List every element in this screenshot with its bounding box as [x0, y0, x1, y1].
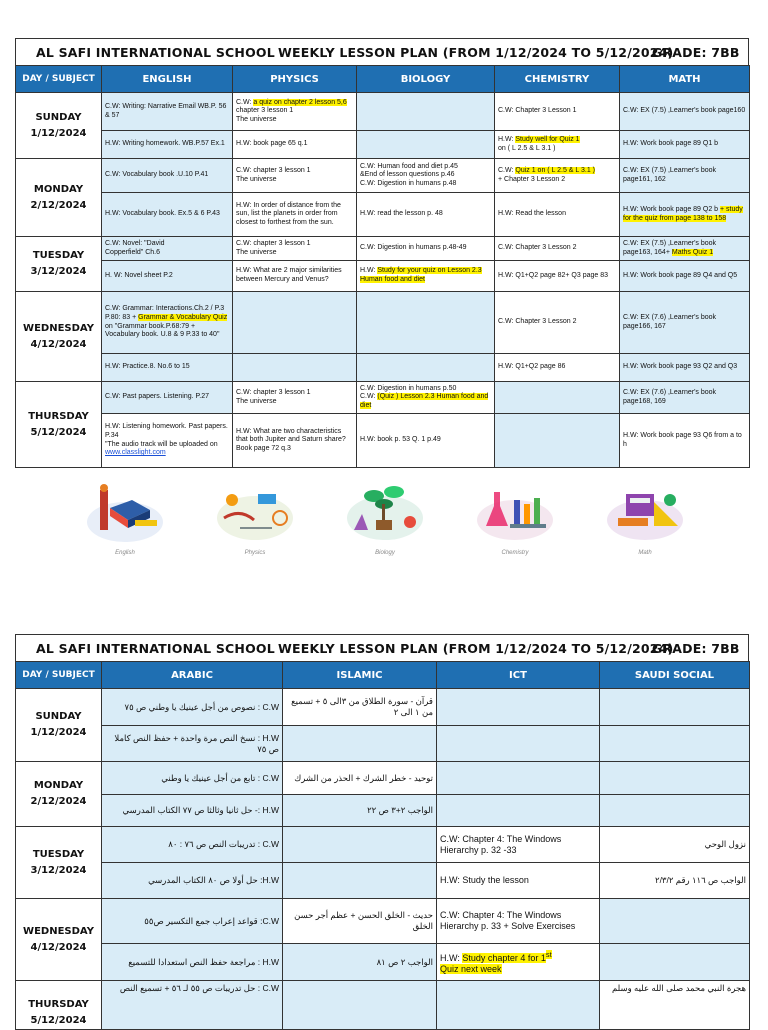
- cell-islamic: [283, 863, 437, 899]
- classlight-link[interactable]: www.classlight.com: [105, 449, 166, 457]
- header-biology: BIOLOGY: [357, 66, 495, 93]
- cell-biology: [357, 292, 495, 354]
- table-row: [16, 981, 750, 1030]
- cell-islamic: [283, 981, 437, 1030]
- header-chemistry: CHEMISTRY: [495, 66, 620, 93]
- cell-physics: [233, 292, 357, 354]
- cell-social: الواجب ص ١١٦ رقم ٢/٣/٢: [600, 863, 750, 899]
- cell-math: C.W: EX (7.5) ,Learner's book page160: [620, 93, 750, 131]
- cell-chemistry: H.W: Study well for Quiz 1 on ( L 2.5 & L 3.1 ): [495, 131, 620, 159]
- table-row: [16, 899, 750, 944]
- cell-english: H.W: Listening homework. Past papers. P.34 "The audio track will be uploaded on www.classlight.com: [102, 414, 233, 468]
- cell-chemistry: C.W: Chapter 3 Lesson 2: [495, 292, 620, 354]
- day-cell-tuesday: TUESDAY 3/12/2024: [16, 827, 102, 899]
- header-english: ENGLISH: [102, 66, 233, 93]
- cell-biology: H.W: read the lesson p. 48: [357, 193, 495, 237]
- cell-physics: H.W: What are 2 major similarities between Mercury and Venus?: [233, 261, 357, 292]
- cell-ict: H.W: Study chapter 4 for 1st Quiz next week: [437, 944, 600, 981]
- header-islamic: ISLAMIC: [283, 662, 437, 689]
- cell-social: نزول الوحي: [600, 827, 750, 863]
- cell-physics: H.W: In order of distance from the sun, list the planets in order from closest to forthest from the sun.: [233, 193, 357, 237]
- table-row: [16, 944, 750, 981]
- caption-math: Math: [638, 550, 652, 556]
- table-row: [16, 382, 750, 414]
- lesson-plan-page-1: [15, 38, 749, 468]
- math-tools-icon: [600, 478, 720, 558]
- cell-arabic: C.W : تابع من أجل عينيك يا وطني: [102, 762, 283, 795]
- cell-math: H.W: Work book page 89 Q2 b + study for the quiz from page 138 to 158: [620, 193, 750, 237]
- cell-math: C.W: EX (7.6) ,Learner's book page166, 167: [620, 292, 750, 354]
- day-cell-wednesday: WEDNESDAY 4/12/2024: [16, 899, 102, 981]
- cell-english: H.W: Writing homework. WB.P.57 Ex.1: [102, 131, 233, 159]
- table-row: [16, 726, 750, 762]
- table-header-row: [16, 662, 750, 689]
- physics-icon: [210, 478, 330, 558]
- grade-label: GRADE: 7BB: [652, 45, 740, 60]
- header-day-subject: DAY / SUBJECT: [16, 66, 102, 93]
- cell-social: [600, 795, 750, 827]
- cell-math: C.W: EX (7.5) ,Learner's book page161, 162: [620, 159, 750, 193]
- table-row: [16, 131, 750, 159]
- cell-biology: [357, 131, 495, 159]
- cell-islamic: قرآن - سورة الطلاق من ٣الى ٥ + تسميع من ١ الى ٢: [283, 689, 437, 726]
- cell-islamic: حديث - الخلق الحسن + عظم أجر حسن الخلق: [283, 899, 437, 944]
- cell-social: [600, 899, 750, 944]
- cell-arabic: H.W: حل أولا ص ٨٠ الكتاب المدرسي: [102, 863, 283, 899]
- cell-math: H.W: Work book page 89 Q4 and Q5: [620, 261, 750, 292]
- table-row: [16, 795, 750, 827]
- biology-plant-icon: [340, 478, 460, 558]
- cell-chemistry: H.W: Q1+Q2 page 82+ Q3 page 83: [495, 261, 620, 292]
- cell-ict: [437, 726, 600, 762]
- lesson-plan-table: [15, 65, 750, 468]
- english-books-icon: [80, 478, 200, 558]
- cell-biology: C.W: Human food and diet p.45 &End of lesson questions p.46 C.W: Digestion in humans p.48: [357, 159, 495, 193]
- cell-biology: H.W: Study for your quiz on Lesson 2.3 Human food and diet: [357, 261, 495, 292]
- table-row: [16, 159, 750, 193]
- caption-english: English: [115, 550, 135, 556]
- plan-title-bar: [15, 38, 749, 65]
- cell-ict: H.W: Study the lesson: [437, 863, 600, 899]
- cell-islamic: [283, 726, 437, 762]
- cell-physics: [233, 354, 357, 382]
- cell-ict: [437, 795, 600, 827]
- table-header-row: [16, 66, 750, 93]
- cell-english: C.W: Novel: "David Copperfield" Ch.6: [102, 237, 233, 261]
- table-row: [16, 762, 750, 795]
- cell-social: [600, 689, 750, 726]
- cell-social: هجرة النبي محمد صلى الله عليه وسلم: [600, 981, 750, 1030]
- table-row: [16, 414, 750, 468]
- header-arabic: ARABIC: [102, 662, 283, 689]
- cell-chemistry: [495, 382, 620, 414]
- day-cell-monday: MONDAY 2/12/2024: [16, 762, 102, 827]
- day-cell-thursday: THURSDAY 5/12/2024: [16, 981, 102, 1030]
- cell-social: [600, 726, 750, 762]
- table-row: [16, 863, 750, 899]
- cell-chemistry: C.W: Quiz 1 on ( L 2.5 & L 3.1 ) + Chapter 3 Lesson 2: [495, 159, 620, 193]
- chemistry-flasks-icon: [470, 478, 590, 558]
- cell-islamic: توحيد - خطر الشرك + الحذر من الشرك: [283, 762, 437, 795]
- cell-islamic: الواجب ٢+٣ ص ٢٢: [283, 795, 437, 827]
- cell-ict: [437, 762, 600, 795]
- cell-math: H.W: Work book page 89 Q1 b: [620, 131, 750, 159]
- cell-english: H.W: Practice.8. No.6 to 15: [102, 354, 233, 382]
- day-cell-wednesday: WEDNESDAY 4/12/2024: [16, 292, 102, 382]
- cell-physics: H.W: book page 65 q.1: [233, 131, 357, 159]
- table-row: [16, 292, 750, 354]
- cell-chemistry: [495, 414, 620, 468]
- cell-social: [600, 944, 750, 981]
- header-saudi-social: SAUDI SOCIAL: [600, 662, 750, 689]
- cell-arabic: C.W: قواعد إعراب جمع التكسير ص٥٥: [102, 899, 283, 944]
- cell-arabic: C.W : حل تدريبات ص ٥٥ لـ ٥٦ + تسميع النص: [102, 981, 283, 1030]
- table-row: [16, 237, 750, 261]
- cell-islamic: [283, 827, 437, 863]
- cell-chemistry: H.W: Q1+Q2 page 86: [495, 354, 620, 382]
- plan-title: WEEKLY LESSON PLAN (FROM 1/12/2024 TO 5/12/2024): [278, 641, 674, 656]
- cell-social: [600, 762, 750, 795]
- caption-biology: Biology: [375, 550, 395, 556]
- cell-arabic: C.W : نصوص من أجل عينيك يا وطني ص ٧٥: [102, 689, 283, 726]
- cell-ict: [437, 981, 600, 1030]
- plan-title: WEEKLY LESSON PLAN (FROM 1/12/2024 TO 5/12/2024): [278, 45, 674, 60]
- table-row: [16, 827, 750, 863]
- cell-english: H. W: Novel sheet P.2: [102, 261, 233, 292]
- table-row: [16, 689, 750, 726]
- cell-physics: C.W: chapter 3 lesson 1 The universe: [233, 382, 357, 414]
- cell-english: C.W: Past papers. Listening. P.27: [102, 382, 233, 414]
- cell-biology: [357, 354, 495, 382]
- cell-biology: C.W: Digestion in humans p.48-49: [357, 237, 495, 261]
- cell-ict: C.W: Chapter 4: The Windows Hierarchy p. 33 + Solve Exercises: [437, 899, 600, 944]
- cell-english: C.W: Vocabulary book .U.10 P.41: [102, 159, 233, 193]
- cell-math: H.W: Work book page 93 Q2 and Q3: [620, 354, 750, 382]
- caption-chemistry: Chemistry: [501, 550, 529, 556]
- school-name: AL SAFI INTERNATIONAL SCHOOL: [36, 45, 275, 60]
- cell-english: C.W: Writing: Narrative Email WB.P. 56 & 57: [102, 93, 233, 131]
- grade-label: GRADE: 7BB: [652, 641, 740, 656]
- day-cell-tuesday: TUESDAY 3/12/2024: [16, 237, 102, 292]
- cell-chemistry: C.W: Chapter 3 Lesson 1: [495, 93, 620, 131]
- header-day-subject: DAY / SUBJECT: [16, 662, 102, 689]
- cell-math: C.W: EX (7.5) ,Learner's book page163, 164+ Maths Quiz 1: [620, 237, 750, 261]
- cell-biology: H.W: book p. 53 Q. 1 p.49: [357, 414, 495, 468]
- cell-math: C.W: EX (7.6) ,Learner's book page168, 169: [620, 382, 750, 414]
- cell-chemistry: H.W: Read the lesson: [495, 193, 620, 237]
- cell-ict: [437, 689, 600, 726]
- cell-arabic: H.W : مراجعة حفظ النص استعدادا للتسميع: [102, 944, 283, 981]
- day-cell-sunday: SUNDAY 1/12/2024: [16, 689, 102, 762]
- header-math: MATH: [620, 66, 750, 93]
- header-physics: PHYSICS: [233, 66, 357, 93]
- cell-islamic: الواجب ٢ ص ٨١: [283, 944, 437, 981]
- cell-biology: C.W: Digestion in humans p.50 C.W: (Quiz ) Lesson 2.3 Human food and diet: [357, 382, 495, 414]
- lesson-plan-table-2: [15, 661, 750, 1030]
- cell-physics: C.W: chapter 3 lesson 1 The universe: [233, 159, 357, 193]
- cell-physics: C.W: a quiz on chapter 2 lesson 5,6 chapter 3 lesson 1 The universe: [233, 93, 357, 131]
- table-row: [16, 193, 750, 237]
- cell-arabic: C.W : تدريبات النص ص ٧٦ : ٨٠: [102, 827, 283, 863]
- cell-chemistry: C.W: Chapter 3 Lesson 2: [495, 237, 620, 261]
- cell-biology: [357, 93, 495, 131]
- lesson-plan-page-2: [15, 634, 749, 1030]
- table-row: [16, 93, 750, 131]
- cell-arabic: H.W : نسخ النص مرة واحدة + حفظ النص كاملا ص ٧٥: [102, 726, 283, 762]
- cell-ict: C.W: Chapter 4: The Windows Hierarchy p. 32 -33: [437, 827, 600, 863]
- cell-physics: H.W: What are two characteristics that both Jupiter and Saturn share? Book page 72 q.3: [233, 414, 357, 468]
- caption-physics: Physics: [244, 550, 266, 556]
- cell-physics: C.W: chapter 3 lesson 1 The universe: [233, 237, 357, 261]
- cell-english: C.W: Grammar: Interactions.Ch.2 / P.3 P.80: 83 + Grammar & Vocabulary Quiz on "Grammar book.P.68:79 + Vocabulary book. U.8 & 9 P.33 to 40": [102, 292, 233, 354]
- table-row: [16, 354, 750, 382]
- school-name: AL SAFI INTERNATIONAL SCHOOL: [36, 641, 275, 656]
- plan-title-bar: [15, 634, 749, 661]
- day-cell-sunday: SUNDAY 1/12/2024: [16, 93, 102, 159]
- day-cell-thursday: THURSDAY 5/12/2024: [16, 382, 102, 468]
- cell-arabic: H.W :- حل ثانيا وثالثا ص ٧٧ الكتاب المدرسي: [102, 795, 283, 827]
- cell-english: H.W: Vocabulary book. Ex.5 & 6 P.43: [102, 193, 233, 237]
- table-row: [16, 261, 750, 292]
- cell-math: H.W: Work book page 93 Q6 from a to h: [620, 414, 750, 468]
- day-cell-monday: MONDAY 2/12/2024: [16, 159, 102, 237]
- subject-illustrations: [80, 478, 700, 558]
- header-ict: ICT: [437, 662, 600, 689]
